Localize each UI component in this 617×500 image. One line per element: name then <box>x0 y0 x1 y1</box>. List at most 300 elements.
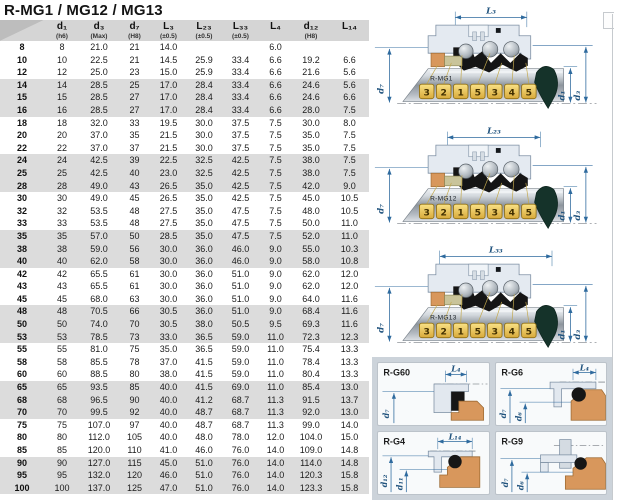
value-cell: 76.0 <box>231 457 250 468</box>
value-cell: 12.0 <box>340 268 359 279</box>
column-header: d₃ (Max) <box>80 20 118 41</box>
value-cell: 14.0 <box>340 419 359 430</box>
value-cell: 27.5 <box>159 218 178 229</box>
value-cell: 11.3 <box>267 419 284 430</box>
value-cell: 36.0 <box>195 256 213 267</box>
value-cell: 17.0 <box>159 104 178 115</box>
value-cell: 24.6 <box>302 92 320 103</box>
table-header <box>0 20 369 41</box>
value-cell: 47.5 <box>231 230 250 241</box>
seal-diagram <box>372 241 612 355</box>
spring <box>459 164 474 179</box>
seat-diagram <box>496 432 608 495</box>
table-row <box>0 41 369 54</box>
value-cell: 35.0 <box>195 193 213 204</box>
table-row <box>0 318 369 331</box>
value-cell: 28.4 <box>195 79 213 90</box>
table-row <box>0 457 369 470</box>
value-cell: 27 <box>129 104 140 115</box>
row-size-cell: 25 <box>16 167 27 178</box>
seat-panel <box>495 362 608 426</box>
value-cell: 50 <box>129 230 140 241</box>
value-cell: 37.0 <box>159 356 178 367</box>
value-cell: 60 <box>56 369 67 380</box>
value-cell: 62.0 <box>302 268 320 279</box>
value-cell: 14.0 <box>159 42 178 52</box>
value-cell: 28.5 <box>90 79 108 90</box>
value-cell: 72.3 <box>302 331 320 342</box>
table-row <box>0 192 369 205</box>
value-cell: 7.5 <box>269 167 282 178</box>
value-cell: 37.5 <box>231 130 250 141</box>
value-cell: 16 <box>56 104 67 115</box>
value-cell: 13.3 <box>340 369 359 380</box>
value-cell: 11.3 <box>267 407 284 418</box>
row-size-cell: 18 <box>16 117 27 128</box>
column-header: L₄ <box>259 20 292 41</box>
value-cell: 52.0 <box>302 230 320 241</box>
value-cell: 107.0 <box>87 419 111 430</box>
value-cell: 26.5 <box>159 193 178 204</box>
value-cell: 6.6 <box>269 104 282 115</box>
callout-number: 3 <box>423 87 430 99</box>
value-cell: 40 <box>129 167 140 178</box>
o-ring <box>574 457 586 469</box>
value-cell: 38.0 <box>302 155 320 166</box>
row-size-cell: 22 <box>16 142 27 153</box>
value-cell: 14.0 <box>266 470 285 481</box>
value-cell: 49.0 <box>90 193 108 204</box>
table-row <box>0 104 369 117</box>
value-cell <box>292 41 330 54</box>
value-cell: 46.0 <box>159 470 178 481</box>
table-row <box>0 79 369 92</box>
value-cell: 78.4 <box>302 356 320 367</box>
table-row <box>0 217 369 230</box>
value-cell: 105 <box>126 432 143 443</box>
value-cell: 35.0 <box>195 180 213 191</box>
value-cell: 61 <box>129 281 140 292</box>
value-cell: 30.0 <box>159 268 178 279</box>
table-row <box>0 154 369 167</box>
column-header: d₁ (h6) <box>44 20 80 41</box>
spring <box>504 42 519 57</box>
gland-body <box>540 455 576 463</box>
dim-label-d3: d₃ <box>573 329 584 340</box>
row-size-cell: 15 <box>16 92 27 103</box>
seat-name: R-G60 <box>383 367 411 378</box>
table-row <box>0 180 369 193</box>
spring <box>504 281 519 296</box>
value-cell: 112.0 <box>88 432 110 443</box>
column-header: L₁₄ <box>330 20 369 41</box>
value-cell: 6.6 <box>343 92 356 103</box>
value-cell: 42.5 <box>90 167 108 178</box>
value-cell: 62.0 <box>90 256 108 267</box>
row-size-cell: 45 <box>16 293 27 304</box>
value-cell: 37 <box>129 142 140 153</box>
value-cell: 23 <box>129 67 140 78</box>
table-row <box>0 205 369 218</box>
value-cell: 9.0 <box>269 293 282 304</box>
value-cell: 32.5 <box>195 155 213 166</box>
value-cell: 51.0 <box>195 470 213 481</box>
table-row <box>0 444 369 457</box>
value-cell: 90 <box>56 457 67 468</box>
value-cell: 42.5 <box>231 167 250 178</box>
value-cell: 66 <box>129 306 140 317</box>
row-size-cell: 12 <box>16 67 27 78</box>
value-cell: 43 <box>56 281 67 292</box>
callout-number: 2 <box>440 206 447 218</box>
value-cell: 59.0 <box>231 356 250 367</box>
value-cell: 25 <box>56 167 67 178</box>
value-cell: 6.6 <box>269 92 282 103</box>
value-cell: 11.0 <box>267 369 284 380</box>
value-cell: 14 <box>56 79 67 90</box>
dimension-table <box>0 20 369 494</box>
row-size-cell: 33 <box>16 218 27 229</box>
value-cell: 35.0 <box>159 344 178 355</box>
value-cell: 13.7 <box>340 394 359 405</box>
value-cell: 38.0 <box>302 167 320 178</box>
value-cell: 33 <box>56 218 67 229</box>
row-size-cell: 65 <box>16 382 27 393</box>
column-header: d₁₂ (H8) <box>292 20 330 41</box>
value-cell: 109.0 <box>299 445 323 455</box>
value-cell: 36.0 <box>195 293 213 304</box>
value-cell: 22 <box>56 142 67 153</box>
value-cell: 24.6 <box>302 79 320 90</box>
corner-cell <box>0 20 44 41</box>
value-cell: 30.5 <box>159 319 178 330</box>
value-cell: 51.0 <box>231 306 250 317</box>
value-cell: 62.0 <box>302 281 320 292</box>
value-cell: 36.0 <box>195 281 213 292</box>
value-cell: 36.0 <box>195 306 213 317</box>
value-cell: 51.0 <box>231 281 250 292</box>
table-row <box>0 293 369 306</box>
value-cell: 99.5 <box>90 407 108 418</box>
value-cell: 39 <box>129 155 140 166</box>
value-cell: 59.0 <box>90 243 108 254</box>
value-cell: 30.0 <box>195 142 213 153</box>
value-cell: 9.0 <box>269 256 282 267</box>
value-cell: 68.7 <box>231 407 250 418</box>
spring <box>482 161 497 176</box>
value-cell: 12.0 <box>340 281 359 292</box>
value-cell: 76.0 <box>231 470 250 481</box>
seat-panel <box>495 431 608 495</box>
table-row <box>0 66 369 79</box>
value-cell: 74.0 <box>90 319 108 330</box>
value-cell: 21.5 <box>159 130 178 141</box>
set-screw <box>496 148 501 153</box>
value-cell: 37.0 <box>90 130 108 141</box>
value-cell: 95 <box>56 470 67 481</box>
row-size-cell: 90 <box>16 457 27 468</box>
value-cell: 30.0 <box>159 256 178 267</box>
value-cell: 68 <box>56 394 67 405</box>
value-cell: 40.0 <box>159 432 178 443</box>
value-cell: 22.5 <box>159 155 178 166</box>
row-size-cell: 100 <box>14 482 30 493</box>
value-cell: 42.5 <box>90 155 108 166</box>
value-cell: 50.0 <box>302 218 320 229</box>
callout-number: 3 <box>491 87 499 99</box>
row-size-cell: 48 <box>16 306 27 317</box>
value-cell: 25.0 <box>90 67 108 78</box>
value-cell: 85.4 <box>302 382 320 393</box>
value-cell: 30.0 <box>159 243 178 254</box>
seat-diagram <box>496 363 608 426</box>
value-cell: 30.0 <box>302 117 320 128</box>
value-cell: 11.6 <box>341 306 358 317</box>
callout-badges <box>419 323 536 338</box>
spring <box>459 283 474 298</box>
value-cell: 76.0 <box>231 445 250 455</box>
value-cell: 10.8 <box>340 256 359 267</box>
value-cell: 12.3 <box>340 331 359 342</box>
value-cell: 55.0 <box>302 243 320 254</box>
dim-label-d11: d₁₁ <box>394 477 405 491</box>
row-size-cell: 95 <box>16 470 27 481</box>
value-cell: 8.0 <box>343 117 356 128</box>
value-cell: 40.0 <box>159 419 178 430</box>
row-size-cell: 70 <box>16 407 27 418</box>
dim-label-d7: d₇ <box>497 409 508 419</box>
value-cell: 14.8 <box>340 445 359 455</box>
value-cell: 36.0 <box>195 243 213 254</box>
dim-label-d6: d₆ <box>512 411 523 422</box>
value-cell: 70 <box>129 319 140 330</box>
value-cell: 46.0 <box>195 445 213 455</box>
value-cell: 6.6 <box>269 54 282 65</box>
value-cell: 17.0 <box>159 79 178 90</box>
value-cell: 15.0 <box>159 67 178 78</box>
callout-number: 3 <box>423 326 430 338</box>
value-cell: 48.0 <box>195 432 213 443</box>
value-cell: 37.0 <box>90 142 108 153</box>
value-cell: 46.0 <box>231 243 250 254</box>
value-cell: 27.5 <box>159 205 178 216</box>
value-cell: 9.5 <box>269 319 282 330</box>
value-cell: 45 <box>129 193 140 204</box>
value-cell: 7.5 <box>269 180 282 191</box>
value-cell: 28.5 <box>159 230 178 241</box>
table-row <box>0 331 369 344</box>
value-cell: 14.0 <box>266 482 285 493</box>
value-cell: 21 <box>129 54 140 65</box>
value-cell: 11.0 <box>341 218 358 229</box>
value-cell: 88.5 <box>90 369 108 380</box>
value-cell: 30.0 <box>195 130 213 141</box>
value-cell: 9.0 <box>269 268 282 279</box>
value-cell: 23.0 <box>159 167 178 178</box>
seat-diagram <box>378 432 490 495</box>
table-row <box>0 431 369 444</box>
value-cell: 50 <box>56 319 67 330</box>
table-row <box>0 243 369 256</box>
seal-face <box>445 295 462 305</box>
value-cell: 85 <box>129 382 140 393</box>
row-size-cell: 16 <box>16 104 27 115</box>
column-header: d₇ (H8) <box>118 20 151 41</box>
o-ring <box>571 387 585 401</box>
value-cell: 14.0 <box>266 445 285 455</box>
value-cell: 6.6 <box>269 79 282 90</box>
value-cell: 15 <box>56 92 67 103</box>
value-cell: 115 <box>127 457 142 468</box>
value-cell: 11.6 <box>341 293 358 304</box>
value-cell: 33.4 <box>231 79 250 90</box>
value-cell: 51.0 <box>195 457 213 468</box>
value-cell: 7.5 <box>343 130 356 141</box>
value-cell: 24 <box>56 155 67 166</box>
value-cell: 28.5 <box>90 104 108 115</box>
value-cell: 32.5 <box>195 167 213 178</box>
collar-cone <box>535 186 558 228</box>
value-cell: 17.0 <box>159 92 178 103</box>
value-cell: 120.0 <box>87 445 111 455</box>
value-cell: 35.0 <box>195 218 213 229</box>
value-cell: 45 <box>56 293 67 304</box>
value-cell: 48.7 <box>195 407 213 418</box>
value-cell: 15.8 <box>340 470 359 481</box>
callout-number: 2 <box>440 87 447 99</box>
page-title: R-MG1 / MG12 / MG13 <box>4 2 163 19</box>
row-size-cell: 55 <box>16 344 27 355</box>
value-cell: 11.0 <box>341 230 358 241</box>
value-cell: 51.0 <box>231 293 250 304</box>
callout-number: 4 <box>508 326 516 338</box>
table-row <box>0 91 369 104</box>
seat-ring <box>431 292 445 306</box>
value-cell: 51.0 <box>231 268 250 279</box>
value-cell: 97 <box>129 419 140 430</box>
value-cell: 10.3 <box>340 243 359 254</box>
value-cell: 50.5 <box>231 319 250 330</box>
diagram-name: R-MG13 <box>430 314 457 322</box>
value-cell: 65.5 <box>90 281 108 292</box>
value-cell <box>330 41 369 54</box>
value-cell: 10.5 <box>340 193 359 204</box>
table-row <box>0 255 369 268</box>
table-row <box>0 230 369 243</box>
value-cell: 58 <box>129 256 140 267</box>
row-size-cell: 40 <box>16 256 27 267</box>
value-cell: 53.5 <box>90 205 108 216</box>
value-cell: 92 <box>129 407 140 418</box>
value-cell: 53.5 <box>90 218 108 229</box>
value-cell: 114.0 <box>300 457 322 468</box>
seat-panel <box>377 362 490 426</box>
dim-label-top: L₂₃ <box>487 126 501 137</box>
value-cell: 30.0 <box>195 117 213 128</box>
value-cell: 7.5 <box>269 205 282 216</box>
value-cell: 59.0 <box>231 344 250 355</box>
callout-number: 5 <box>474 326 481 338</box>
value-cell: 14.5 <box>159 54 178 65</box>
set-screw <box>496 267 501 272</box>
value-cell: 28.5 <box>90 92 108 103</box>
value-cell: 11.0 <box>267 382 284 393</box>
seat-name: R-G9 <box>500 436 523 447</box>
callout-number: 5 <box>474 87 481 99</box>
value-cell: 64.0 <box>302 293 320 304</box>
value-cell: 120.3 <box>299 470 323 481</box>
value-cell: 33.4 <box>231 104 250 115</box>
value-cell: 127.0 <box>87 457 111 468</box>
value-cell: 40.0 <box>159 407 178 418</box>
value-cell: 9.0 <box>343 180 356 191</box>
seat-name: R-G4 <box>383 436 406 447</box>
table-row <box>0 305 369 318</box>
page-edge-line <box>612 14 613 500</box>
value-cell: 58.0 <box>302 256 320 267</box>
spring <box>482 42 497 57</box>
value-cell: 61 <box>129 268 140 279</box>
value-cell: 55 <box>56 344 67 355</box>
dim-label-top: L₃ <box>486 6 496 17</box>
seat-ring <box>431 53 445 67</box>
value-cell: 30.0 <box>159 281 178 292</box>
value-cell: 19.5 <box>159 117 178 128</box>
value-cell: 28.4 <box>195 104 213 115</box>
value-cell: 11.3 <box>267 394 284 405</box>
value-cell: 33 <box>129 117 140 128</box>
value-cell: 8 <box>59 42 65 52</box>
row-size-cell: 10 <box>16 54 27 65</box>
row-size-cell: 75 <box>16 419 27 430</box>
value-cell <box>186 41 222 54</box>
row-size-cell: 32 <box>16 205 27 216</box>
value-cell: 80.4 <box>302 369 320 380</box>
value-cell: 28.0 <box>302 104 320 115</box>
seat-variants <box>372 357 612 500</box>
value-cell: 33.4 <box>231 92 250 103</box>
value-cell: 6.0 <box>269 42 282 52</box>
value-cell: 42.0 <box>302 180 320 191</box>
value-cell: 7.5 <box>343 167 356 178</box>
value-cell: 32 <box>56 205 67 216</box>
value-cell: 75 <box>129 344 140 355</box>
value-cell: 38.0 <box>159 369 178 380</box>
value-cell: 9.0 <box>269 306 282 317</box>
value-cell: 48.7 <box>195 419 213 430</box>
value-cell: 40.0 <box>159 382 178 393</box>
value-cell: 75.4 <box>302 344 320 355</box>
value-cell: 48.0 <box>302 205 320 216</box>
value-cell: 80 <box>56 432 67 443</box>
value-cell: 47.5 <box>231 218 250 229</box>
value-cell: 38.0 <box>195 319 213 330</box>
callout-number: 3 <box>491 326 499 338</box>
value-cell: 15.8 <box>340 482 359 493</box>
value-cell: 7.5 <box>343 155 356 166</box>
value-cell: 28.4 <box>195 92 213 103</box>
row-size-cell: 60 <box>16 369 27 380</box>
value-cell: 5.6 <box>343 79 356 90</box>
callout-number: 1 <box>457 326 464 338</box>
value-cell: 43 <box>129 180 140 191</box>
value-cell: 69.0 <box>231 382 250 393</box>
value-cell: 19.2 <box>302 54 320 65</box>
value-cell: 33.4 <box>231 54 250 65</box>
column-header: L₃ (±0.5) <box>151 20 186 41</box>
diagram-name: R-MG12 <box>430 194 457 202</box>
callout-number: 4 <box>508 87 516 99</box>
